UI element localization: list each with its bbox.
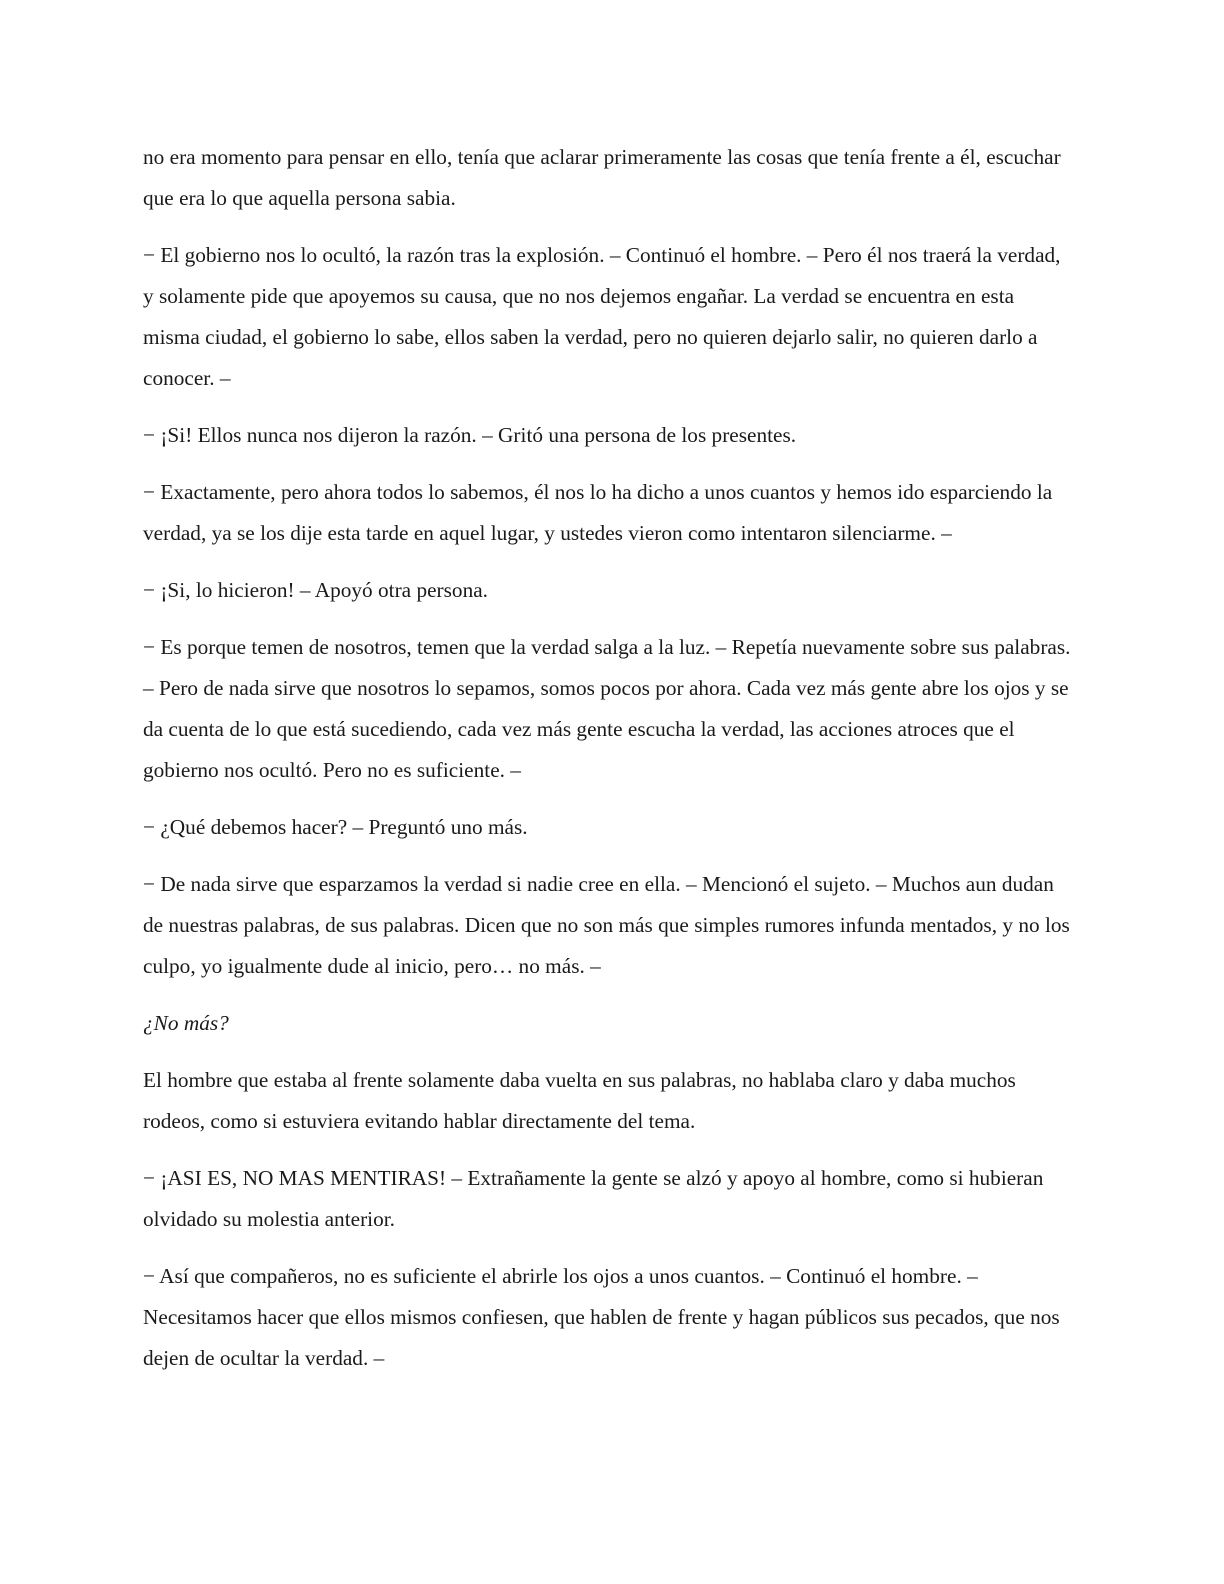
paragraph: − Así que compañeros, no es suficiente el abrirle los ojos a unos cuantos. – Continuó el hombre. – Necesitamos hacer que ellos mismos confiesen, que hablen de frente y hagan públicos sus pecados, que nos dejen de ocultar la verdad. – [143,1264,1060,1370]
paragraph: − ¡ASI ES, NO MAS MENTIRAS! – Extrañamente la gente se alzó y apoyo al hombre, como si hubieran olvidado su molestia anterior. [143,1166,1044,1231]
document-page [143,137,1073,1395]
paragraph: − Exactamente, pero ahora todos lo sabemos, él nos lo ha dicho a unos cuantos y hemos ido esparciendo la verdad, ya se los dije esta tarde en aquel lugar, y ustedes vieron como intentaron silenciarme. – [143,480,1053,545]
paragraph: − El gobierno nos lo ocultó, la razón tras la explosión. – Continuó el hombre. – Pero él nos traerá la verdad, y solamente pide que apoyemos su causa, que no nos dejemos engañar. La verdad se encuentra en esta misma ciudad, el gobierno lo sabe, ellos saben la verdad, pero no quieren dejarlo salir, no quieren darlo a conocer. – [143,243,1061,390]
paragraph: − ¡Si, lo hicieron! – Apoyó otra persona. [143,578,489,602]
paragraph: − ¿Qué debemos hacer? – Preguntó uno más. [143,815,528,839]
paragraph: − Es porque temen de nosotros, temen que la verdad salga a la luz. – Repetía nuevamente sobre sus palabras. – Pero de nada sirve que nosotros lo sepamos, somos pocos por ahora. Cada vez más gente abre los ojos y se da cuenta de lo que está sucediendo, cada vez más gente escucha la verdad, las acciones atroces que el gobierno nos ocultó. Pero no es suficiente. – [143,635,1071,782]
paragraph: − De nada sirve que esparzamos la verdad si nadie cree en ella. – Mencionó el sujeto. – Muchos aun dudan de nuestras palabras, de sus palabras. Dicen que no son más que simples rumores infunda mentados, y no los culpo, yo igualmente dude al inicio, pero… no más. – [143,872,1070,978]
paragraph: El hombre que estaba al frente solamente daba vuelta en sus palabras, no hablaba claro y daba muchos rodeos, como si estuviera evitando hablar directamente del tema. [143,1068,1016,1133]
paragraph: − ¡Si! Ellos nunca nos dijeron la razón. – Gritó una persona de los presentes. [143,423,797,447]
italic-paragraph: ¿No más? [143,1011,229,1035]
paragraph: no era momento para pensar en ello, tenía que aclarar primeramente las cosas que tenía frente a él, escuchar que era lo que aquella persona sabia. [143,145,1061,210]
